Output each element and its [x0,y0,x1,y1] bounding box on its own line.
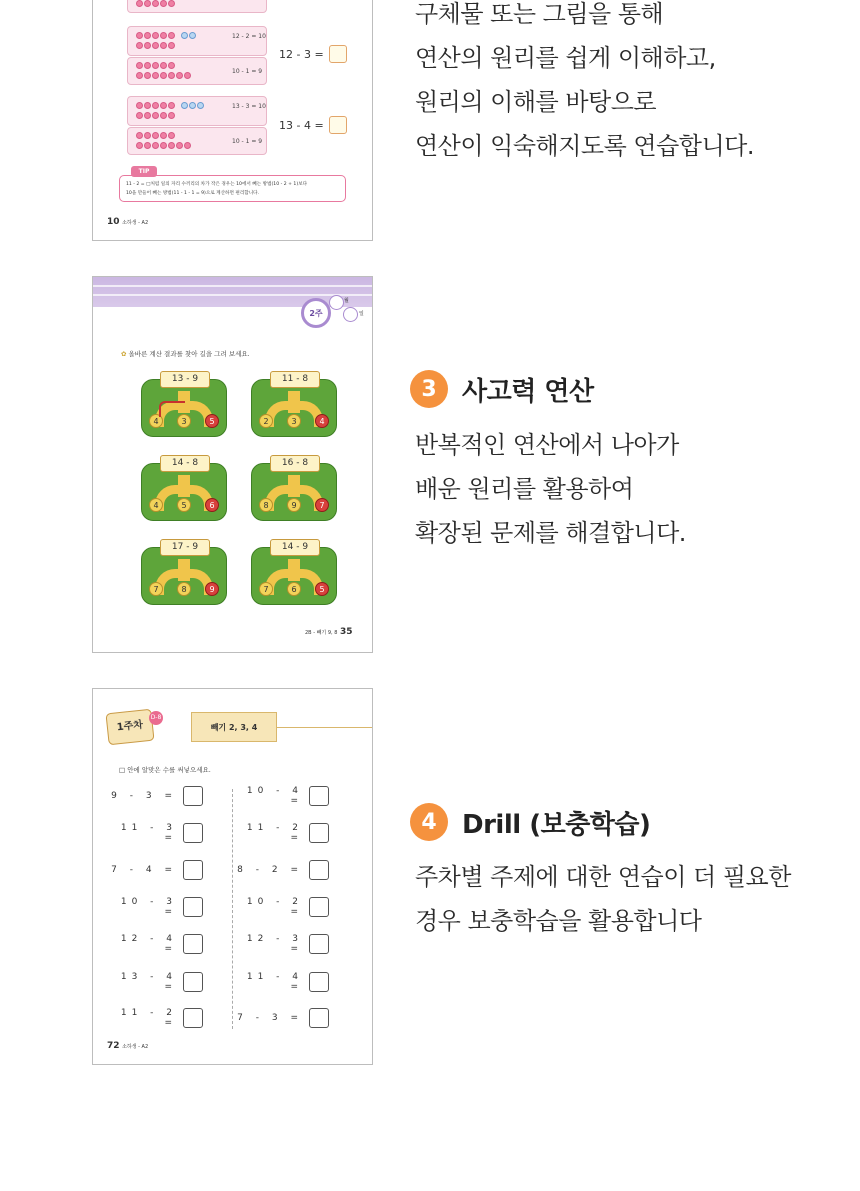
drill-problem: 7 - 4 = [111,860,203,880]
counting-row [127,57,267,85]
path-tree[interactable]: 16 - 8 8 9 7 [251,455,337,521]
drill-problem: 13 - 4 = [111,972,203,992]
answer-box[interactable] [309,823,329,843]
answer-box[interactable] [183,1008,203,1028]
section-3-heading [410,370,594,408]
section-4-description: 주차별 주제에 대한 연습이 더 필요한 경우 보충학습을 활용합니다 [415,863,791,935]
date-circle[interactable] [343,307,358,322]
drill-problem: 11 - 3 = [111,823,203,843]
workbook-page-preview-2: 2주 월 일 ✿ 올바른 계산 결과를 찾아 길을 그려 보세요. 13 - 9 4 3 5 11 - 8 2 3 4 14 - 8 4 5 6 16 - 8 8 9 7 17 - 9 7 8 9 14 - 9 7 6 5 2B - 빼기 9, 8 35 [92,276,373,653]
section-number-badge: 3 [410,370,448,408]
path-tree[interactable]: 11 - 8 2 3 4 [251,371,337,437]
answer-box[interactable] [183,786,203,806]
answer-box[interactable] [309,786,329,806]
instruction: □ 안에 알맞은 수를 써넣으세요. [119,766,211,774]
counting-row [127,26,267,56]
path-tree[interactable]: 13 - 9 4 3 5 [141,371,227,437]
week-badge: 1주차 [105,709,154,746]
drill-problem: 12 - 4 = [111,934,203,954]
column-divider [232,789,233,1029]
drill-problem: 12 - 3 = [237,934,329,954]
date-circle[interactable] [329,295,344,310]
drill-problem: 11 - 4 = [237,972,329,992]
section-title: 사고력 연산 [462,376,594,407]
drill-problem: 10 - 3 = [111,897,203,917]
problem-equation: 12 - 3 = [279,45,347,63]
answer-box[interactable] [309,1008,329,1028]
drill-problem: 8 - 2 = [237,860,329,880]
section-3-description: 반복적인 연산에서 나아가 배운 원리를 활용하여 확장된 문제를 해결합니다. [415,431,686,547]
workbook-page-preview-3 [92,688,373,1065]
drill-problem: 7 - 3 = [237,1008,329,1028]
tip-badge: TIP [131,166,157,177]
drill-problem: 9 - 3 = [111,786,203,806]
tip-box: 11 - 2 = □처럼 일의 자리 수끼리의 차가 작은 경우는 10에서 빼는 방법(10 - 2 + 1)보다 10을 만들어 빼는 방법(11 - 1 - 1 = 9)으로 계산하면 편리합니다. [119,175,346,202]
answer-box[interactable] [183,897,203,917]
hint-equation: 10 - 1 = 9 [232,138,263,145]
section-2-description: 구체물 또는 그림을 통해 연산의 원리를 쉽게 이해하고, 원리의 이해를 바탕으로 연산이 익숙해지도록 연습합니다. [415,0,754,160]
answer-box[interactable] [329,116,347,134]
counting-row [127,127,267,155]
instruction: ✿ 올바른 계산 결과를 찾아 길을 그려 보세요. [121,350,250,358]
path-tree[interactable]: 14 - 8 4 5 6 [141,455,227,521]
answer-box[interactable] [183,972,203,992]
answer-box[interactable] [183,934,203,954]
day-badge: D-8 [149,711,163,725]
problem-equation: 13 - 4 = [279,116,347,134]
bee-icon: ✿ [121,350,127,358]
page-footer: 72 소하생 - A2 [107,1041,149,1051]
page-footer: 10 소하생 - A2 [107,217,149,227]
path-tree[interactable]: 17 - 9 7 8 9 [141,539,227,605]
section-number-badge: 4 [410,803,448,841]
answer-box[interactable] [183,823,203,843]
answer-box[interactable] [309,860,329,880]
answer-box[interactable] [309,934,329,954]
counting-row [127,96,267,126]
hint-equation: 10 - 1 = 9 [232,68,263,75]
answer-box[interactable] [309,897,329,917]
drill-problem: 11 - 2 = [237,823,329,843]
page-footer: 2B - 빼기 9, 8 35 [305,627,353,637]
topic-label: 빼기 2, 3, 4 [191,712,277,742]
drill-problem: 11 - 2 = [111,1008,203,1028]
path-tree[interactable]: 14 - 9 7 6 5 [251,539,337,605]
hint-equation: 13 - 3 = 10 [232,103,266,110]
section-title: Drill (보충학습) [462,809,651,840]
drill-problem: 10 - 4 = [237,786,329,806]
answer-box[interactable] [183,860,203,880]
answer-box[interactable] [329,45,347,63]
week-badge: 2주 [301,298,331,328]
answer-box[interactable] [309,972,329,992]
hint-equation: 12 - 2 = 10 [232,33,266,40]
workbook-page-preview-1 [92,0,373,241]
drill-problem: 10 - 2 = [237,897,329,917]
counting-row [127,0,267,13]
drawn-path [159,401,185,417]
section-4-heading [410,803,650,841]
